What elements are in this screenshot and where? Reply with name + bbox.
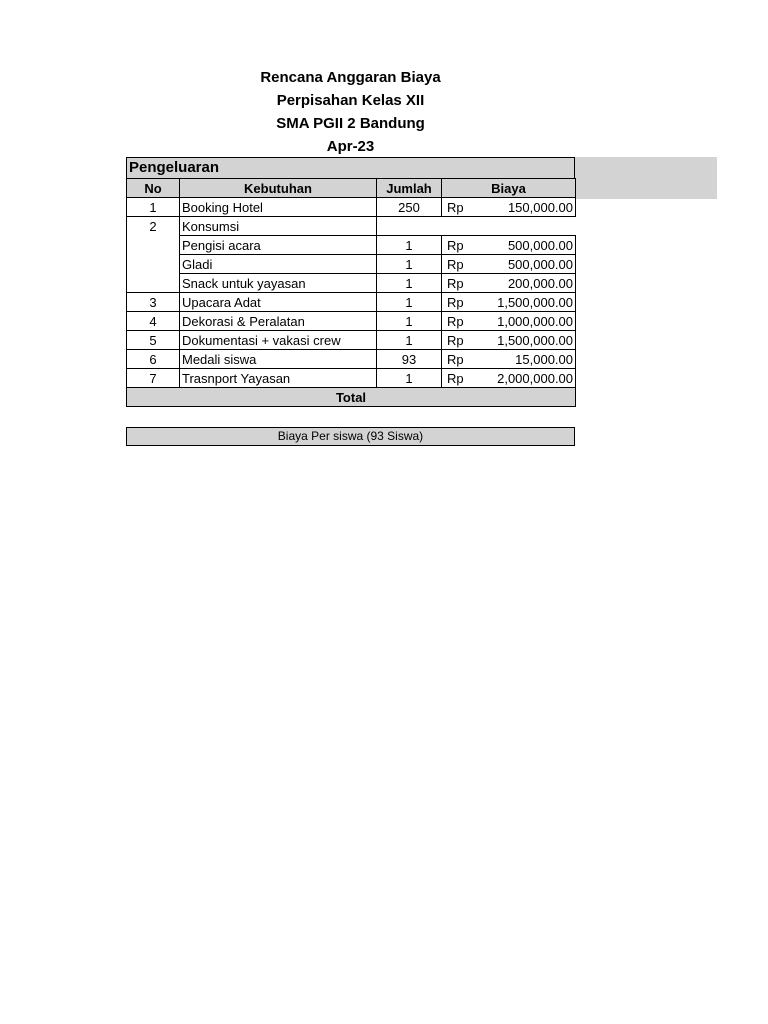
row-currency: Rp: [442, 236, 474, 255]
row-amount: 1,500,000.00: [474, 293, 576, 312]
title-line-2: Perpisahan Kelas XII: [276, 92, 425, 109]
row-currency: Rp: [442, 331, 474, 350]
col-header-item: Kebutuhan: [180, 179, 377, 198]
row-item: Dekorasi & Peralatan: [180, 312, 377, 331]
row-currency: Rp: [442, 312, 474, 331]
row-no: 7: [127, 369, 180, 388]
row-amount: 2,000,000.00: [474, 369, 576, 388]
table-row: [127, 331, 576, 350]
row-no: 2: [127, 217, 180, 236]
row-qty: 1: [377, 331, 442, 350]
row-qty: 1: [377, 293, 442, 312]
table-row: [127, 274, 576, 293]
col-header-qty: Jumlah: [377, 179, 442, 198]
row-qty: 1: [377, 236, 442, 255]
title-line-1: Rencana Anggaran Biaya: [260, 69, 441, 86]
title-date: Apr-23: [326, 138, 375, 155]
row-amount: 15,000.00: [474, 350, 576, 369]
row-currency: Rp: [442, 274, 474, 293]
row-item: Snack untuk yayasan: [180, 274, 377, 293]
row-qty: 250: [377, 198, 442, 217]
row-item: Medali siswa: [180, 350, 377, 369]
row-no: 6: [127, 350, 180, 369]
table-row: [127, 255, 576, 274]
row-currency: Rp: [442, 369, 474, 388]
total-row: [127, 388, 576, 407]
grey-band: [575, 157, 717, 199]
title-line-3: SMA PGII 2 Bandung: [276, 115, 425, 132]
row-no: 3: [127, 293, 180, 312]
table-row: [127, 236, 576, 255]
row-amount: 500,000.00: [474, 236, 576, 255]
total-label: Total: [127, 388, 576, 407]
per-student-cost-label: Biaya Per siswa (93 Siswa): [126, 427, 575, 446]
table-row: [127, 312, 576, 331]
row-currency: Rp: [442, 350, 474, 369]
table-row: [127, 217, 576, 236]
row-currency: Rp: [442, 293, 474, 312]
col-header-no: No: [127, 179, 180, 198]
row-amount: 500,000.00: [474, 255, 576, 274]
row-no: 5: [127, 331, 180, 350]
table-row: [127, 198, 576, 217]
row-item: Konsumsi: [180, 217, 377, 236]
table-row: [127, 350, 576, 369]
row-qty: 1: [377, 369, 442, 388]
row-item: Pengisi acara: [180, 236, 377, 255]
row-qty: 1: [377, 312, 442, 331]
row-currency: Rp: [442, 198, 474, 217]
section-header: Pengeluaran: [126, 157, 575, 178]
row-item: Dokumentasi + vakasi crew: [180, 331, 377, 350]
row-item: Booking Hotel: [180, 198, 377, 217]
row-qty: 1: [377, 274, 442, 293]
row-currency: Rp: [442, 255, 474, 274]
row-no: 4: [127, 312, 180, 331]
row-qty: 93: [377, 350, 442, 369]
table-header-row: [127, 179, 576, 198]
row-item: Upacara Adat: [180, 293, 377, 312]
row-qty: 1: [377, 255, 442, 274]
row-no: 1: [127, 198, 180, 217]
table-row: [127, 369, 576, 388]
row-amount: 1,500,000.00: [474, 331, 576, 350]
row-item: Trasnport Yayasan: [180, 369, 377, 388]
table-row: [127, 293, 576, 312]
row-amount: 1,000,000.00: [474, 312, 576, 331]
row-item: Gladi: [180, 255, 377, 274]
document-title: [126, 66, 575, 158]
col-header-cost: Biaya: [442, 179, 576, 198]
budget-table: [126, 178, 576, 407]
row-amount: 150,000.00: [474, 198, 576, 217]
row-amount: 200,000.00: [474, 274, 576, 293]
